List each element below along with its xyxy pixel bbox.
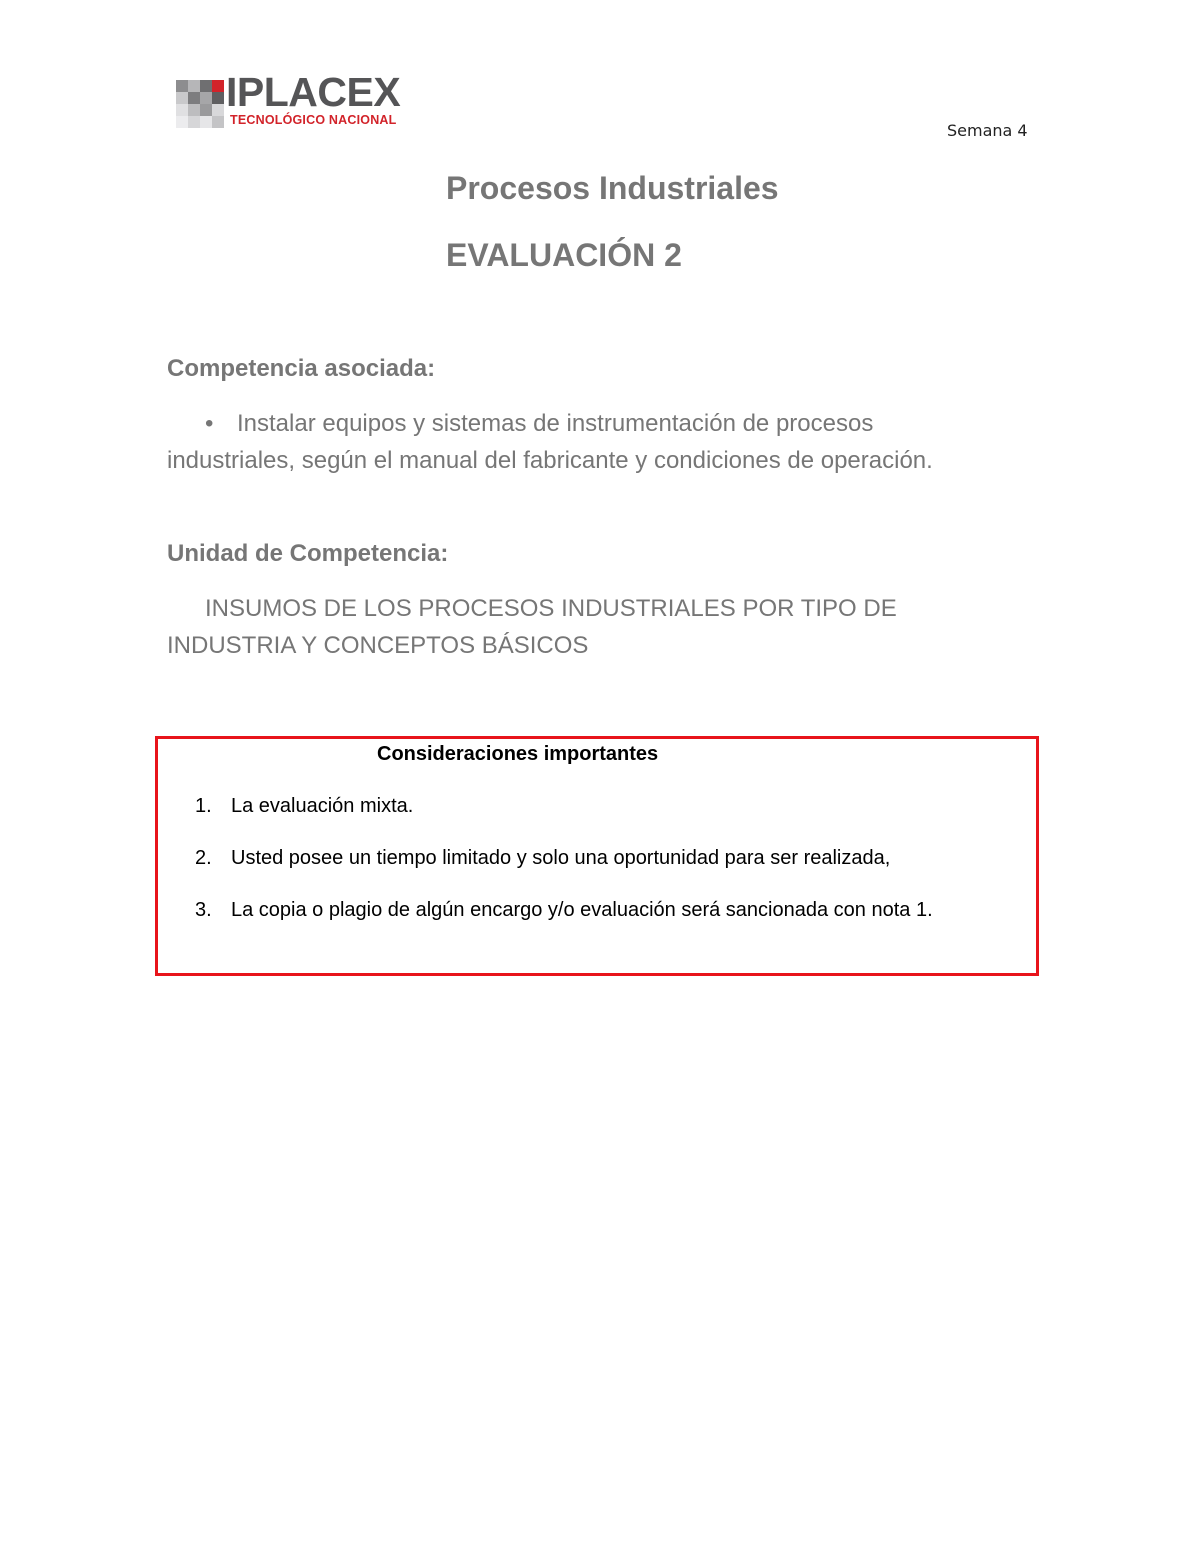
bullet-icon: • <box>205 410 214 437</box>
logo-subtitle: TECNOLÓGICO NACIONAL <box>230 113 397 127</box>
consideration-text: Usted posee un tiempo limitado y solo una oportunidad para ser realizada, <box>231 847 891 869</box>
course-title: Procesos Industriales <box>446 170 779 206</box>
considerations-box <box>155 736 1039 976</box>
consideration-text: La copia o plagio de algún encargo y/o evaluación será sancionada con nota 1. <box>231 899 933 921</box>
consideration-item <box>192 843 1032 873</box>
competencia-text: Instalar equipos y sistemas de instrumentación de procesos industriales, según el manual del fabricante y condiciones de operación. <box>167 410 933 474</box>
consideration-number: 2. <box>195 847 212 869</box>
competencia-heading: Competencia asociada: <box>167 355 436 382</box>
consideration-item <box>192 895 1032 925</box>
consideration-item <box>192 791 1032 821</box>
considerations-list <box>192 791 1032 947</box>
logo-pixel-grid-icon <box>176 80 228 128</box>
consideration-number: 1. <box>195 795 212 817</box>
competencia-description <box>167 405 997 479</box>
week-label: Semana 4 <box>947 121 1028 140</box>
unidad-heading: Unidad de Competencia: <box>167 540 449 567</box>
iplacex-logo <box>176 69 416 130</box>
considerations-title: Consideraciones importantes <box>377 743 659 765</box>
consideration-text: La evaluación mixta. <box>231 795 414 817</box>
logo-wordmark: IPLACEX <box>226 69 401 115</box>
consideration-number: 3. <box>195 899 212 921</box>
evaluation-title: EVALUACIÓN 2 <box>446 237 682 273</box>
unidad-text: INSUMOS DE LOS PROCESOS INDUSTRIALES POR TIPO DE INDUSTRIA Y CONCEPTOS BÁSICOS <box>167 595 897 659</box>
